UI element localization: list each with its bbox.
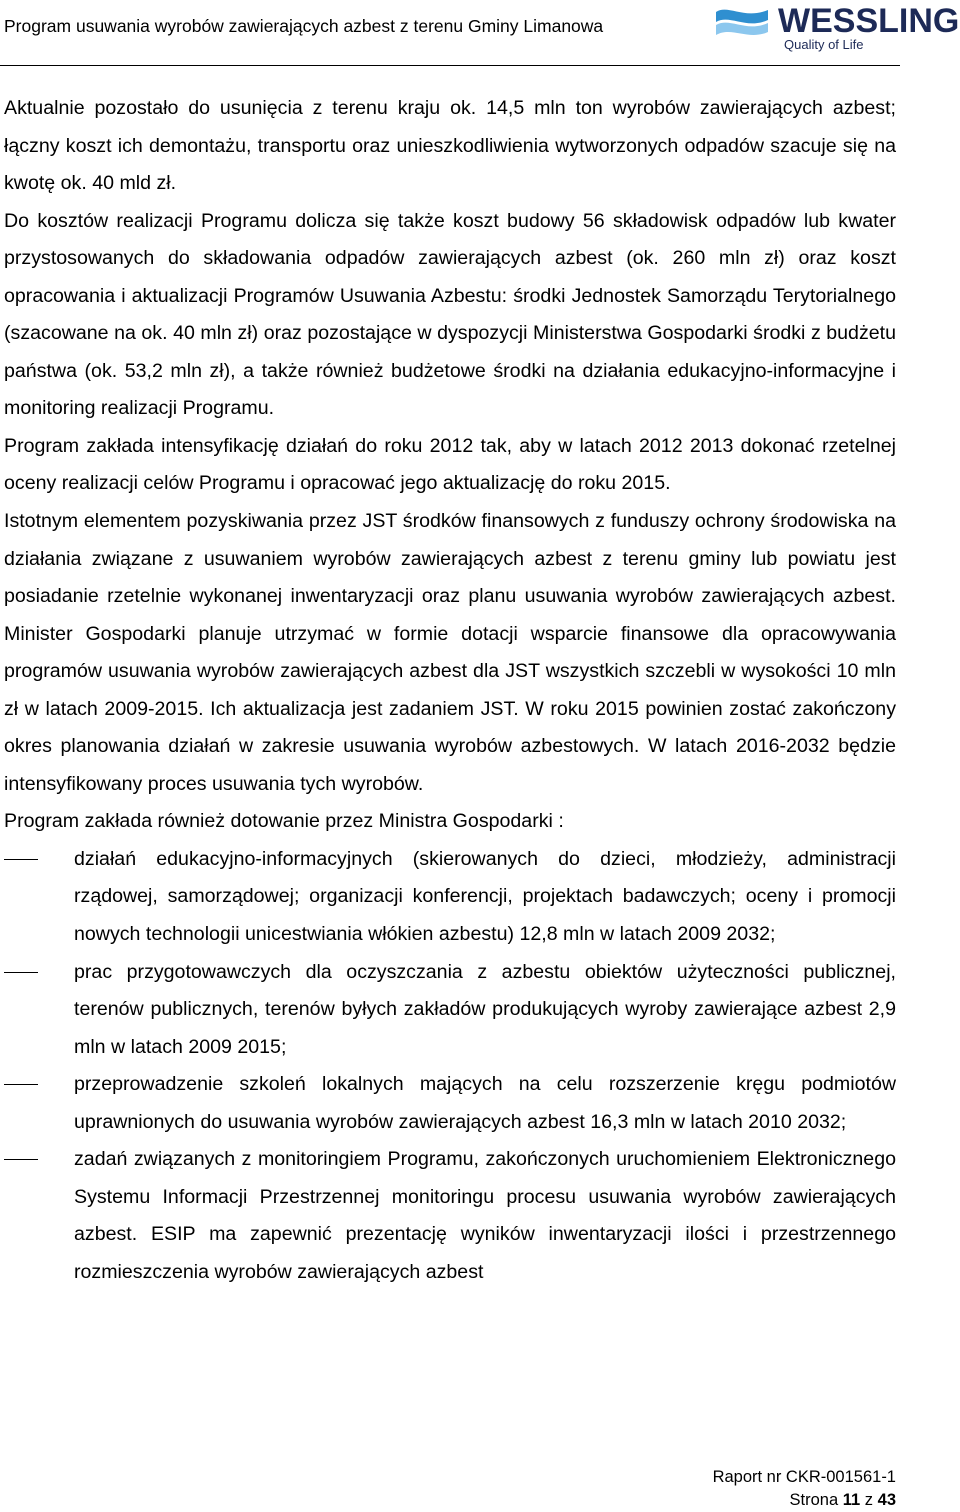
- page-header: [0, 0, 960, 70]
- page-separator: z: [864, 1491, 874, 1509]
- paragraph: Istotnym elementem pozyskiwania przez JST środków finansowych z funduszy ochrony środowiska na działania związane z usuwaniem wyrobów zawierających azbest z terenu gminy lub powiatu jest posiadanie rzetelnie wykonanej inwentaryzacji oraz planu usuwania wyrobów zawierających azbest. Minister Gospodarki planuje utrzymać w formie dotacji wsparcie finansowe dla opracowywania programów usuwania wyrobów zawierających azbest dla JST wszystkich szczebli w wysokości 10 mln zł w latach 2009-2015. Ich aktualizacja jest zadaniem JST. W roku 2015 powinien zostać zakończony okres planowania działań w zakresie usuwania wyrobów azbestowych. W latach 2016-2032 będzie intensyfikowany proces usuwania tych wyrobów.: [4, 510, 896, 795]
- header-divider: [0, 65, 900, 66]
- list-item-text: działań edukacyjno-informacyjnych (skierowanych do dzieci, młodzieży, administracji rządowej, samorządowej; organizacji konferencji, projektach badawczych; oceny i promocji nowych technologii unicestwiania włókien azbestu) 12,8 mln w latach 2009 2032;: [74, 847, 896, 946]
- logo-wordmark: WESSLING: [778, 2, 960, 40]
- list-item: [4, 954, 896, 1067]
- page-total: 43: [877, 1491, 896, 1509]
- dash-bullet-icon: [4, 859, 38, 860]
- funding-list: [4, 841, 896, 1292]
- list-item-text: prac przygotowawczych dla oczyszczania z azbestu obiektów użyteczności publicznej, terenów publicznych, terenów byłych zakładów produkujących wyroby zawierające azbest 2,9 mln w latach 2009 2015;: [74, 960, 896, 1058]
- dash-bullet-icon: [4, 972, 38, 973]
- report-number: Raport nr CKR-001561-1: [712, 1468, 896, 1486]
- list-item: [4, 1141, 896, 1291]
- page-label: Strona: [789, 1491, 839, 1509]
- document-body: [4, 90, 896, 1292]
- page-current: 11: [842, 1491, 861, 1509]
- paragraph: Do kosztów realizacji Programu dolicza się także koszt budowy 56 składowisk odpadów lub kwater przystosowanych do składowania odpadów zawierających azbest (ok. 260 mln zł) oraz koszt opracowania i aktualizacji Programów Usuwania Azbestu: środki Jednostek Samorządu Terytorialnego (szacowane na ok. 40 mln zł) oraz pozostające w dyspozycji Ministerstwa Gospodarki środki z budżetu państwa (ok. 53,2 mln zł), a także również budżetowe środki na działania edukacyjno-informacyjne i monitoring realizacji Programu.: [4, 209, 896, 420]
- paragraph: Aktualnie pozostało do usunięcia z terenu kraju ok. 14,5 mln ton wyrobów zawierających azbest; łączny koszt ich demontażu, transportu oraz unieszkodliwienia wytworzonych odpadów szacuje się na kwotę ok. 40 mld zł.: [4, 97, 896, 195]
- paragraph: Program zakłada intensyfikację działań do roku 2012 tak, aby w latach 2012 2013 dokonać rzetelnej oceny realizacji celów Programu i opracować jego aktualizację do roku 2015.: [4, 434, 896, 495]
- page-footer: [713, 1466, 896, 1512]
- dash-bullet-icon: [4, 1159, 38, 1160]
- list-item-text: przeprowadzenie szkoleń lokalnych mających na celu rozszerzenie kręgu podmiotów uprawnionych do usuwania wyrobów zawierających azbest 16,3 mln w latach 2010 2032;: [74, 1073, 896, 1133]
- dash-bullet-icon: [4, 1084, 38, 1085]
- list-item-text: zadań związanych z monitoringiem Programu, zakończonych uruchomieniem Elektronicznego Systemu Informacji Przestrzennej monitoringu procesu usuwania wyrobów zawierających azbest. ESIP ma zapewnić prezentację wyników inwentaryzacji ilości i przestrzennego rozmieszczenia wyrobów zawierających azbest: [74, 1148, 896, 1283]
- logo-tagline: Quality of Life: [784, 37, 864, 52]
- document-title: Program usuwania wyrobów zawierających azbest z terenu Gminy Limanowa: [4, 16, 604, 36]
- list-item: [4, 841, 896, 954]
- wave-logo-icon: [716, 6, 768, 38]
- list-intro: Program zakłada również dotowanie przez Ministra Gospodarki :: [4, 810, 564, 833]
- wessling-logo: [716, 2, 960, 58]
- list-item: [4, 1066, 896, 1141]
